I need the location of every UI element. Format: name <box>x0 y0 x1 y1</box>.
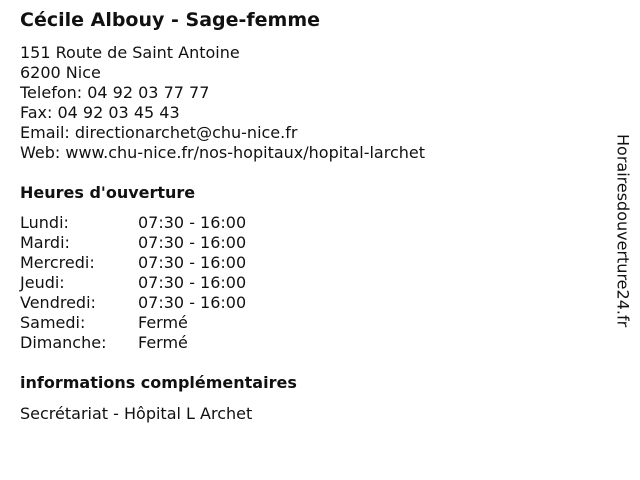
hours-value: Fermé <box>138 333 188 352</box>
hours-value: 07:30 - 16:00 <box>138 273 247 292</box>
address-city: 6200 Nice <box>20 63 101 82</box>
hours-value: 07:30 - 16:00 <box>138 233 247 252</box>
website-url: Web: www.chu-nice.fr/nos-hopitaux/hopital-larchet <box>20 143 426 162</box>
day-label: Mardi: <box>20 233 70 252</box>
day-label: Dimanche: <box>20 333 107 352</box>
day-label: Lundi: <box>20 213 69 232</box>
day-label: Vendredi: <box>20 293 96 312</box>
contact-block <box>20 43 425 163</box>
email-address: Email: directionarchet@chu-nice.fr <box>20 123 298 142</box>
hours-value: 07:30 - 16:00 <box>138 293 247 312</box>
phone-number: Telefon: 04 92 03 77 77 <box>20 83 210 102</box>
address-street: 151 Route de Saint Antoine <box>20 43 240 62</box>
hours-value: 07:30 - 16:00 <box>138 253 247 272</box>
opening-hours-heading: Heures d'ouverture <box>20 183 196 202</box>
hours-value: Fermé <box>138 313 188 332</box>
day-label: Samedi: <box>20 313 86 332</box>
additional-info-heading: informations complémentaires <box>20 373 297 392</box>
additional-info-text: Secrétariat - Hôpital L Archet <box>20 404 253 423</box>
hours-value: 07:30 - 16:00 <box>138 213 247 232</box>
day-label: Mercredi: <box>20 253 95 272</box>
page-title: Cécile Albouy - Sage-femme <box>20 9 321 31</box>
day-label: Jeudi: <box>20 273 65 292</box>
watermark-site-name: Horairesdouverture24.fr <box>613 134 633 328</box>
fax-number: Fax: 04 92 03 45 43 <box>20 103 180 122</box>
